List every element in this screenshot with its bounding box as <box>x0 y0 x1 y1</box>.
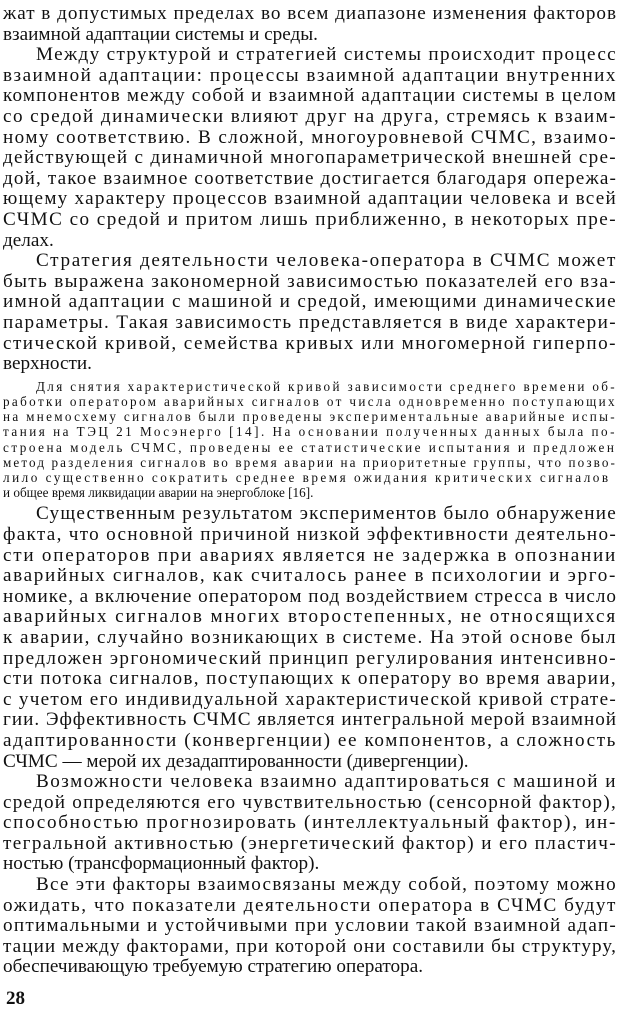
text-line: СЧМС со средой и притом лишь приближенно, в некоторых пре- <box>3 209 618 230</box>
small-print-line: метод разделения сигналов во время аварии на приоритетные группы, что позво- <box>3 454 618 470</box>
text-line: имной адаптации с машиной и средой, имеющими динамические <box>3 291 618 313</box>
text-line: Между структурой и стратегией системы происходит процесс <box>36 44 617 66</box>
text-line: ному соответствию. В сложной, многоуровневой СЧМС, взаимо- <box>3 126 618 148</box>
text-line: номике, а включение оператором под воздействием стресса в число <box>3 585 617 607</box>
text-line: факта, что основной причиной низкой эффективности деятельно- <box>3 523 618 545</box>
text-line: Стратегия деятельности человека-оператора в СЧМС может <box>36 250 617 272</box>
text-line: аварийных сигналов, как считалось ранее в психологии и эрго- <box>3 565 618 587</box>
text-line: средой определяются его чувствительностью (сенсорной фактор), <box>3 791 617 813</box>
small-print-line: строена модель СЧМС, проведены ее статистические испытания и предложен <box>3 439 617 455</box>
text-line: Все эти факторы взаимосвязаны между собой, поэтому можно <box>36 874 618 895</box>
small-print-line: лило существенно сократить среднее время ожидания критических сигналов <box>3 469 611 485</box>
page-number: 28 <box>6 988 25 1009</box>
text-line: ющему характеру процессов взаимной адаптации человека и всей <box>3 188 618 210</box>
small-print-line: тания на ТЭЦ 21 Мосэнерго [14]. На основании полученных данных была по- <box>3 424 617 440</box>
text-line: параметры. Такая зависимость представляется в виде характери- <box>3 311 617 333</box>
text-line: со средой динамически влияют друг на друга, стремясь к взаим- <box>3 106 617 127</box>
text-line: оптимальными и устойчивыми при условии такой взаимной адап- <box>3 915 617 937</box>
text-line: ожидать, что показатели деятельности оператора в СЧМС будут <box>3 894 617 916</box>
text-line: гии. Эффективность СЧМС является интегральной мерой взаимной <box>3 709 618 731</box>
text-line: к аварии, случайно возникающих в системе. На этой основе был <box>3 626 617 648</box>
text-line: компонентов между собой и взаимной адаптации системы в целом <box>3 85 617 107</box>
small-print-line: работки оператором аварийных сигналов от числа одновременно поступающих <box>3 393 617 409</box>
text-line: взаимной адаптации: процессы взаимной адаптации внутренних <box>3 64 617 86</box>
text-line: адаптированности (конвергенции) ее компонентов, а сложность <box>3 729 618 751</box>
text-line: Возможности человека взаимно адаптироваться с машиной и <box>36 771 617 792</box>
text-line: аварийных сигналов многих второстепенных, не относящихся <box>3 606 618 628</box>
small-print-line: на мнемосхему сигналов были проведены экспериментальные аварийные испы- <box>3 409 617 425</box>
text-line: дой, такое взаимное соответствие достигается благодаря опережа- <box>3 167 618 189</box>
text-line: предложен эргономический принцип регулирования интенсивно- <box>3 647 618 669</box>
text-line: Существенным результатом экспериментов было обнаружение <box>36 503 618 525</box>
text-line: тации между факторами, при которой они составили бы структуру, <box>3 935 617 957</box>
text-line: сти операторов при авариях является не задержка в опознании <box>3 544 617 566</box>
text-line: способностью прогнозировать (интеллектуальный фактор), ин- <box>3 812 618 834</box>
text-line: взаимной адаптации системы и среды. <box>3 23 318 45</box>
text-line: ностью (трансформационный фактор). <box>3 853 320 875</box>
text-line: обеспечивающую требуемую стратегию оператора. <box>3 956 424 978</box>
text-line: сти потока сигналов, поступающих к оператору во время аварии, <box>3 668 617 690</box>
text-line: тегральной активностью (энергетический фактор) и его пластич- <box>3 832 618 854</box>
text-line: жат в допустимых пределах во всем диапазоне изменения факторов <box>3 3 617 24</box>
text-line: СЧМС — мерой их дезадаптированности (дивергенции). <box>3 750 469 772</box>
text-line: действующей с динамичной многопараметрической внешней сре- <box>3 147 617 169</box>
text-line: быть выражена закономерной зависимостью показателей его вза- <box>3 270 617 292</box>
small-print-line: Для снятия характеристической кривой зависимости среднего времени об- <box>36 378 618 394</box>
text-line: верхности. <box>3 353 92 375</box>
small-print-line: и общее время ликвидации аварии на энергоблоке [16]. <box>3 485 314 501</box>
text-line: с учетом его индивидуальной характеристической кривой страте- <box>3 688 618 710</box>
text-line: делах. <box>3 229 54 251</box>
text-line: стической кривой, семейства кривых или многомерной гиперпо- <box>3 332 617 354</box>
